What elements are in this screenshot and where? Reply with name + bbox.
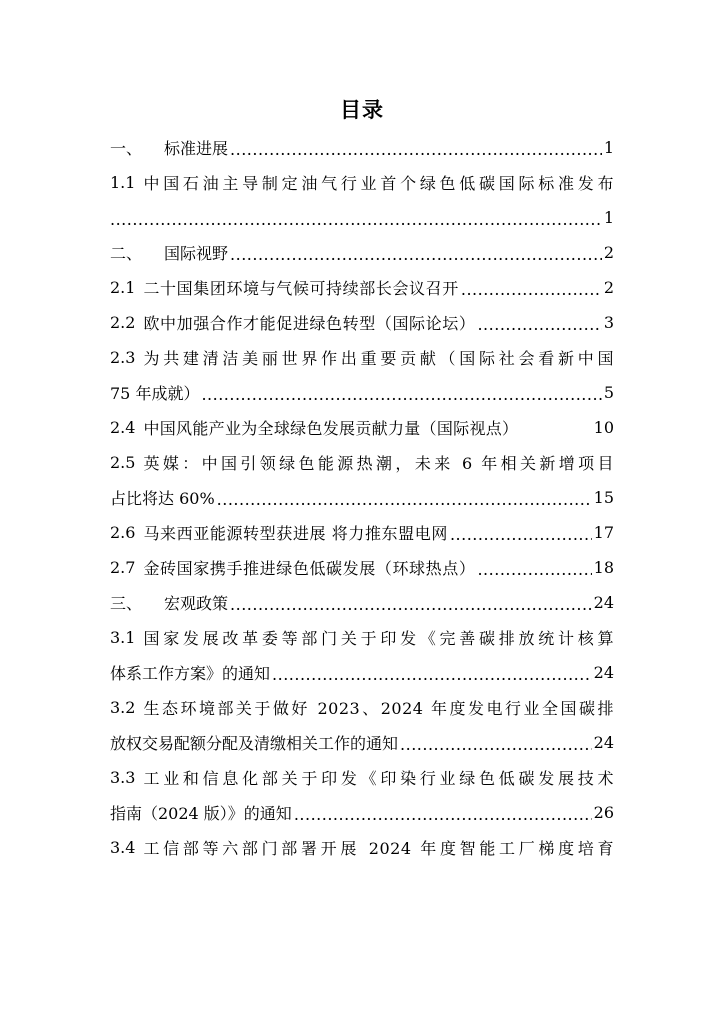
toc-entry-text: 工业和信息化部关于印发《印染行业绿色低碳发展技术 (143, 769, 614, 788)
toc-entry-continuation[interactable] (110, 200, 614, 235)
toc-entry[interactable] (110, 550, 614, 585)
leader-dots (230, 140, 602, 159)
leader-dots (294, 805, 592, 824)
toc-entry-number: 2.4 (110, 418, 136, 437)
toc-entry[interactable] (110, 620, 614, 655)
toc-entry-page: 1 (603, 208, 614, 227)
toc-entry-page: 2 (603, 278, 614, 297)
toc-entry-page: 24 (593, 593, 614, 612)
toc-entry-text: 标准进展 (164, 139, 229, 158)
toc-entry-page: 18 (593, 558, 614, 577)
toc-entry[interactable] (110, 270, 614, 305)
toc-entry-text: 指南（2024 版）》的通知 (110, 804, 292, 823)
toc-entry-continuation[interactable] (110, 480, 614, 515)
toc-entry-number: 2.2 (110, 313, 136, 332)
leader-dots (477, 560, 591, 579)
toc-entry-number: 2.5 (110, 453, 136, 472)
toc-entry[interactable] (110, 760, 614, 795)
toc-entry-number: 2.3 (110, 348, 136, 367)
toc-entry-number: 3.3 (110, 768, 136, 787)
leader-dots (477, 315, 601, 334)
toc-entry[interactable] (110, 235, 614, 270)
toc-entry-page: 10 (593, 418, 614, 437)
leader-dots (230, 245, 602, 264)
toc-entry-number: 1.1 (110, 173, 136, 192)
table-of-contents (110, 130, 614, 865)
toc-entry-text: 占比将达 60% (110, 489, 215, 508)
toc-entry-page: 17 (593, 523, 614, 542)
leader-dots (400, 735, 592, 754)
leader-dots (461, 280, 602, 299)
toc-entry[interactable] (110, 585, 614, 620)
leader-dots (272, 665, 592, 684)
leader-dots (110, 210, 602, 229)
leader-dots (230, 595, 592, 614)
leader-dots (217, 490, 592, 509)
toc-entry[interactable] (110, 690, 614, 725)
toc-entry[interactable] (110, 830, 614, 865)
toc-entry[interactable] (110, 515, 614, 550)
leader-dots (201, 385, 601, 404)
toc-entry-number: 2.1 (110, 278, 136, 297)
toc-entry-text: 中国石油主导制定油气行业首个绿色低碳国际标准发布 (143, 174, 614, 193)
toc-entry[interactable] (110, 340, 614, 375)
toc-entry-text: 75 年成就） (110, 384, 200, 403)
toc-entry-page: 2 (603, 243, 614, 262)
toc-entry-page: 24 (593, 733, 614, 752)
toc-entry-number: 三、 (110, 594, 143, 613)
toc-entry-text: 二十国集团环境与气候可持续部长会议召开 (143, 279, 459, 298)
toc-entry[interactable] (110, 130, 614, 165)
toc-entry-text: 宏观政策 (164, 594, 229, 613)
toc-entry[interactable] (110, 445, 614, 480)
toc-entry-page: 26 (593, 803, 614, 822)
toc-entry[interactable] (110, 305, 614, 340)
toc-entry-number: 一、 (110, 139, 143, 158)
toc-entry-text: 国家发展改革委等部门关于印发《完善碳排放统计核算 (143, 629, 614, 648)
toc-title: 目录 (340, 98, 384, 122)
toc-entry-text: 英媒：中国引领绿色能源热潮，未来 6 年相关新增项目 (143, 454, 614, 473)
toc-entry-text: 马来西亚能源转型获进展 将力推东盟电网 (143, 524, 448, 543)
toc-entry-continuation[interactable] (110, 795, 614, 830)
toc-entry-number: 二、 (110, 244, 143, 263)
toc-entry-continuation[interactable] (110, 725, 614, 760)
toc-entry-text: 金砖国家携手推进绿色低碳发展（环球热点） (143, 559, 476, 578)
toc-entry-text: 工信部等六部门部署开展 2024 年度智能工厂梯度培育 (143, 839, 614, 858)
toc-entry-number: 2.6 (110, 523, 136, 542)
toc-entry-text: 生态环境部关于做好 2023、2024 年度发电行业全国碳排 (143, 699, 614, 718)
toc-entry-text: 体系工作方案》的通知 (110, 664, 271, 683)
toc-entry-text: 为共建清洁美丽世界作出重要贡献（国际社会看新中国 (143, 349, 614, 368)
toc-entry-page: 3 (603, 313, 614, 332)
toc-entry-page: 15 (593, 488, 614, 507)
toc-entry-text: 欧中加强合作才能促进绿色转型（国际论坛） (143, 314, 476, 333)
toc-entry-page: 1 (603, 138, 614, 157)
toc-entry-text: 国际视野 (164, 244, 229, 263)
toc-entry[interactable] (110, 165, 614, 200)
toc-entry-continuation[interactable] (110, 655, 614, 690)
toc-entry-number: 3.1 (110, 628, 136, 647)
toc-entry-text: 中国风能产业为全球绿色发展贡献力量（国际视点） (143, 419, 519, 438)
toc-entry-continuation[interactable] (110, 375, 614, 410)
toc-entry-number: 3.2 (110, 698, 136, 717)
toc-entry-text: 放权交易配额分配及清缴相关工作的通知 (110, 734, 399, 753)
toc-entry-page: 5 (603, 383, 614, 402)
leader-dots (450, 525, 592, 544)
toc-entry-number: 2.7 (110, 558, 136, 577)
toc-entry[interactable] (110, 410, 614, 445)
toc-entry-number: 3.4 (110, 838, 136, 857)
toc-entry-page: 24 (593, 663, 614, 682)
